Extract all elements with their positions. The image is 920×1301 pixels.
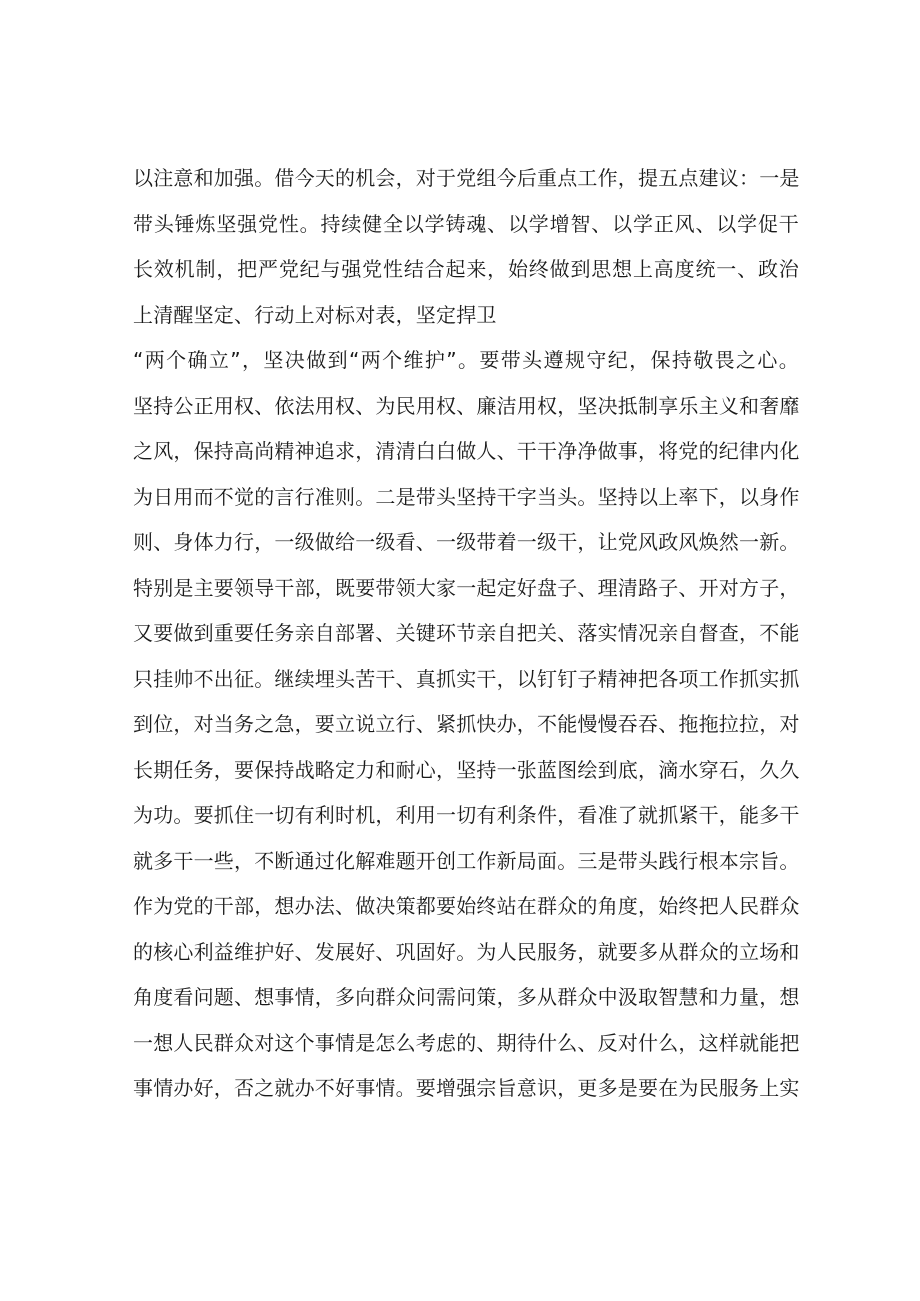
- text-line: 就多干一些，不断通过化解难题开创工作新局面。三是带头践行根本宗旨。: [133, 848, 800, 873]
- text-line: 作为党的干部，想办法、做决策都要始终站在群众的角度，始终把人民群众: [133, 894, 800, 918]
- text-line: 长期任务，要保持战略定力和耐心，坚持一张蓝图绘到底，滴水穿石，久久: [133, 757, 800, 782]
- text-line: 又要做到重要任务亲自部署、关键环节亲自把关、落实情况亲自督查，不能: [133, 621, 800, 645]
- text-line: 为功。要抓住一切有利时机，利用一切有利条件，看准了就抓紧干，能多干: [133, 803, 800, 827]
- text-line: 带头锤炼坚强党性。持续健全以学铸魂、以学增智、以学正风、以学促干: [133, 211, 799, 236]
- text-line: 事情办好，否之就办不好事情。要增强宗旨意识，更多是要在为民服务上实: [133, 1076, 800, 1100]
- text-line: “两个确立”，坚决做到“两个维护”。要带头遵规守纪，保持敬畏之心。: [133, 348, 799, 372]
- text-line: 长效机制，把严党纪与强党性结合起来，始终做到思想上高度统一、政治: [133, 257, 799, 281]
- text-line: 特别是主要领导干部，既要带领大家一起定好盘子、理清路子、开对方子，: [133, 575, 800, 600]
- text-line: 一想人民群众对这个事情是怎么考虑的、期待什么、反对什么，这样就能把: [133, 1030, 800, 1055]
- text-line: 之风，保持高尚精神追求，清清白白做人、干干净净做事，将党的纪律内化: [133, 439, 800, 463]
- text-line: 为日用而不觉的言行准则。二是带头坚持干字当头。坚持以上率下，以身作: [133, 484, 800, 509]
- text-line: 到位，对当务之急，要立说立行、紧抓快办，不能慢慢吞吞、拖拖拉拉，对: [133, 712, 800, 736]
- text-line: 上清醒坚定、行动上对标对表，坚定捍卫: [133, 302, 497, 327]
- text-line: 以注意和加强。借今天的机会，对于党组今后重点工作，提五点建议：一是: [133, 166, 800, 190]
- text-line: 角度看问题、想事情，多向群众问需问策，多从群众中汲取智慧和力量，想: [133, 985, 800, 1009]
- text-line: 则、身体力行，一级做给一级看、一级带着一级干，让党风政风焕然一新。: [133, 530, 800, 554]
- text-line: 只挂帅不出征。继续埋头苦干、真抓实干，以钉钉子精神把各项工作抓实抓: [133, 666, 800, 691]
- text-line: 坚持公正用权、依法用权、为民用权、廉洁用权，坚决抵制享乐主义和奢靡: [133, 393, 800, 418]
- body-text: [133, 156, 799, 1112]
- text-line: 的核心利益维护好、发展好、巩固好。为人民服务，就要多从群众的立场和: [133, 939, 800, 964]
